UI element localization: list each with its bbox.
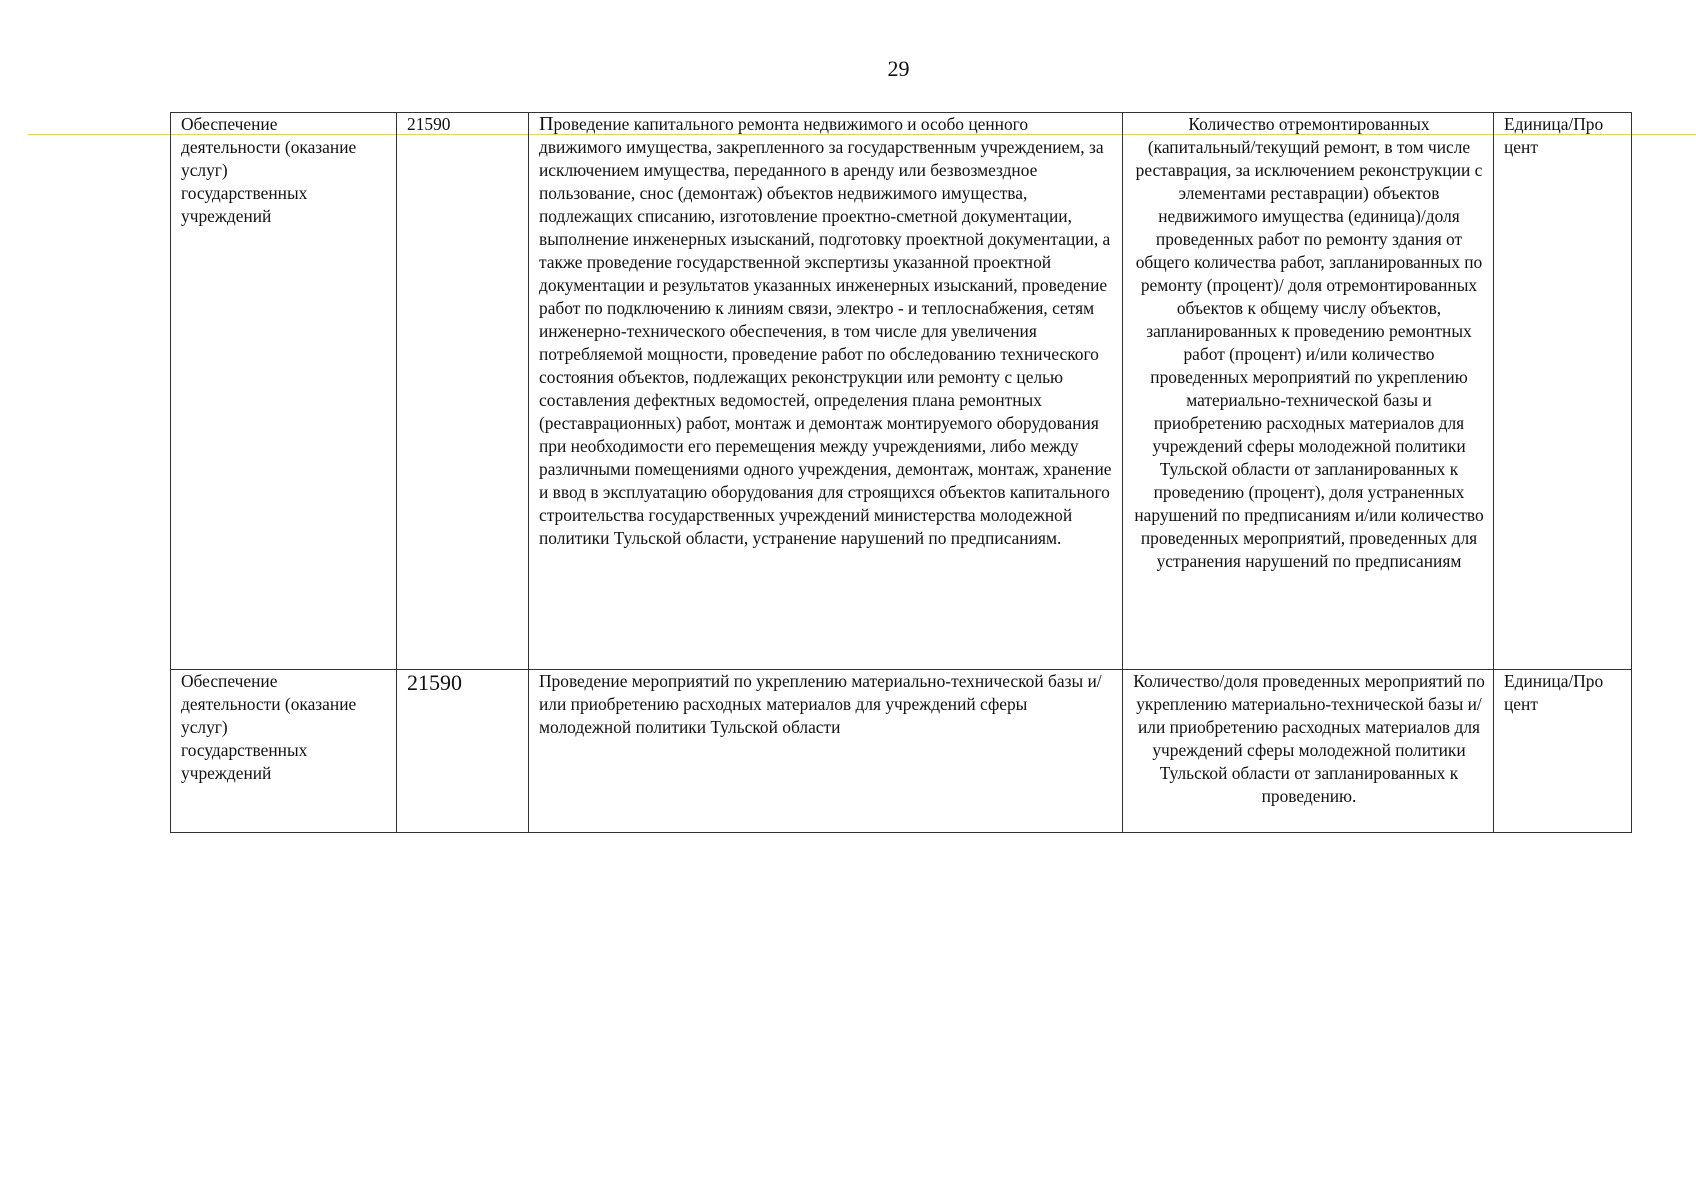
code-text: 21590 (407, 114, 451, 134)
code-cell (397, 113, 529, 670)
description-cell (529, 670, 1123, 833)
unit-text: Единица/Про цент (1504, 671, 1604, 714)
unit-cell (1494, 113, 1632, 670)
table-row (171, 113, 1632, 670)
activity-type-cell (171, 113, 397, 670)
document-table (170, 112, 1632, 833)
description-cell (529, 113, 1123, 670)
indicator-text: Количество отремонтированных (капитальный/текущий ремонт, в том числе реставрация, за исключением реконструкции с элементами реставрации) объектов недвижимого имущества (единица)/доля проведенных работ по ремонту здания от общего количества работ, запланированных по ремонту (процент)/ доля отремонтированных объектов к общему числу объектов, запланированных к проведению ремонтных работ (процент) и/или количество проведенных мероприятий по укреплению материально-технической базы и приобретению расходных материалов для учреждений сферы молодежной политики Тульской области от запланированных к проведению (процент), доля устраненных нарушений по предписаниям и/или количество проведенных мероприятий, проведенных для устранения нарушений по предписаниям (1134, 114, 1484, 571)
indicator-cell (1123, 670, 1494, 833)
table-row (171, 670, 1632, 833)
description-initial: П (539, 113, 554, 135)
unit-cell (1494, 670, 1632, 833)
activity-type-text: Обеспечение деятельности (оказание услуг) государственных учреждений (181, 671, 357, 783)
code-text: 21590 (407, 670, 462, 695)
indicator-text: Количество/доля проведенных мероприятий по укреплению материально-технической базы и/или приобретению расходных материалов для учреждений сферы молодежной политики Тульской области от запланированных к проведению. (1133, 671, 1485, 806)
description-text (539, 113, 1114, 550)
unit-text: Единица/Про цент (1504, 114, 1604, 157)
description-text: Проведение мероприятий по укреплению материально-технической базы и/или приобретению расходных материалов для учреждений сферы молодежной политики Тульской области (539, 671, 1102, 737)
activity-type-cell (171, 670, 397, 833)
indicator-cell (1123, 113, 1494, 670)
code-cell (397, 670, 529, 833)
page-number: 29 (887, 56, 910, 81)
description-body: роведение капитального ремонта недвижимого и особо ценного движимого имущества, закрепленного за государственным учреждением, за исключением имущества, переданного в аренду или безвозмездное пользование, снос (демонтаж) объектов недвижимого имущества, подлежащих списанию, изготовление проектно-сметной документации, выполнение инженерных изысканий, подготовку проектной документации, а также проведение государственной экспертизы указанной проектной документации и результатов указанных инженерных изысканий, проведение работ по подключению к линиям связи, электро - и теплоснабжения, сетям инженерно-технического обеспечения, в том числе для увеличения потребляемой мощности, проведение работ по обследованию технического состояния объектов, подлежащих реконструкции или ремонту с целью составления дефектных ведомостей, определения плана ремонтных (реставрационных) работ, монтаж и демонтаж монтируемого оборудования при необходимости его перемещения между учреждениями, либо между различными помещениями одного учреждения, демонтаж, монтаж, хранение и ввод в эксплуатацию оборудования для строящихся объектов капитального строительства государственных учреждений министерства молодежной политики Тульской области, устранение нарушений по предписаниям. (539, 114, 1112, 548)
activity-type-text: Обеспечение деятельности (оказание услуг) государственных учреждений (181, 114, 357, 226)
